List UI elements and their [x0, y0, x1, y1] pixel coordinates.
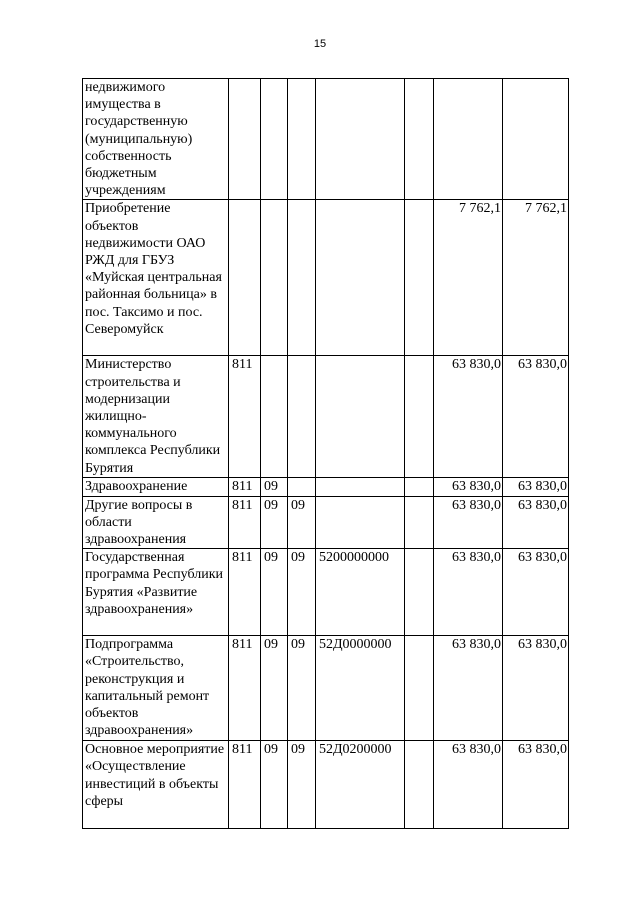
cell-sum-1: 63 830,0 [434, 636, 503, 741]
cell-sum-1: 63 830,0 [434, 496, 503, 549]
cell-pr [288, 200, 316, 356]
cell-csr: 52Д0000000 [316, 636, 405, 741]
table-row [83, 200, 569, 356]
cell-vr [405, 741, 434, 829]
cell-csr [316, 496, 405, 549]
cell-rz [261, 200, 288, 356]
cell-csr: 5200000000 [316, 549, 405, 636]
cell-pr: 09 [288, 741, 316, 829]
cell-rz: 09 [261, 496, 288, 549]
cell-pr: 09 [288, 636, 316, 741]
table-row [83, 549, 569, 636]
cell-sum-1: 63 830,0 [434, 478, 503, 496]
cell-name: Государственная программа Республики Бурятия «Развитие здравоохранения» [83, 549, 229, 636]
cell-sum-2: 63 830,0 [503, 478, 569, 496]
cell-rz: 09 [261, 478, 288, 496]
cell-name: недвижимого имущества в государственную (муниципальную) собственность бюджетным учреждениям [83, 79, 229, 200]
cell-sum-1: 63 830,0 [434, 549, 503, 636]
cell-name: Подпрограмма «Строительство, реконструкция и капитальный ремонт объектов здравоохранения» [83, 636, 229, 741]
cell-vr [405, 79, 434, 200]
cell-pr [288, 79, 316, 200]
cell-sum-2: 7 762,1 [503, 200, 569, 356]
cell-pr: 09 [288, 549, 316, 636]
cell-rz [261, 356, 288, 478]
table-row [83, 496, 569, 549]
cell-rz [261, 79, 288, 200]
cell-sum-2: 63 830,0 [503, 741, 569, 829]
cell-vr [405, 200, 434, 356]
table-row [83, 636, 569, 741]
table-row [83, 356, 569, 478]
cell-name: Другие вопросы в области здравоохранения [83, 496, 229, 549]
cell-csr [316, 200, 405, 356]
cell-rz: 09 [261, 636, 288, 741]
cell-vr [405, 478, 434, 496]
table-row [83, 478, 569, 496]
cell-sum-1: 63 830,0 [434, 356, 503, 478]
cell-rz: 09 [261, 549, 288, 636]
cell-name: Приобретение объектов недвижимости ОАО РЖД для ГБУЗ «Муйская центральная районная больница» в пос. Таксимо и пос. Северомуйск [83, 200, 229, 356]
cell-sum-1 [434, 79, 503, 200]
cell-csr [316, 79, 405, 200]
cell-ved: 811 [229, 496, 261, 549]
cell-ved: 811 [229, 478, 261, 496]
cell-ved: 811 [229, 356, 261, 478]
cell-csr [316, 356, 405, 478]
cell-name: Здравоохранение [83, 478, 229, 496]
cell-pr [288, 356, 316, 478]
cell-rz: 09 [261, 741, 288, 829]
cell-sum-2 [503, 79, 569, 200]
cell-csr [316, 478, 405, 496]
cell-name: Министерство строительства и модернизации жилищно-коммунального комплекса Республики Бурятия [83, 356, 229, 478]
cell-vr [405, 636, 434, 741]
cell-ved [229, 79, 261, 200]
cell-sum-2: 63 830,0 [503, 496, 569, 549]
cell-name: Основное мероприятие «Осуществление инвестиций в объекты сферы [83, 741, 229, 829]
table-row [83, 741, 569, 829]
cell-pr: 09 [288, 496, 316, 549]
cell-vr [405, 496, 434, 549]
budget-table [82, 78, 569, 829]
cell-sum-2: 63 830,0 [503, 549, 569, 636]
cell-sum-1: 63 830,0 [434, 741, 503, 829]
cell-vr [405, 549, 434, 636]
budget-table-body [83, 79, 569, 829]
page-number: 15 [313, 38, 327, 50]
cell-ved [229, 200, 261, 356]
cell-pr [288, 478, 316, 496]
cell-sum-2: 63 830,0 [503, 636, 569, 741]
cell-ved: 811 [229, 741, 261, 829]
cell-vr [405, 356, 434, 478]
cell-csr: 52Д0200000 [316, 741, 405, 829]
cell-ved: 811 [229, 636, 261, 741]
cell-sum-2: 63 830,0 [503, 356, 569, 478]
cell-ved: 811 [229, 549, 261, 636]
cell-sum-1: 7 762,1 [434, 200, 503, 356]
table-row [83, 79, 569, 200]
